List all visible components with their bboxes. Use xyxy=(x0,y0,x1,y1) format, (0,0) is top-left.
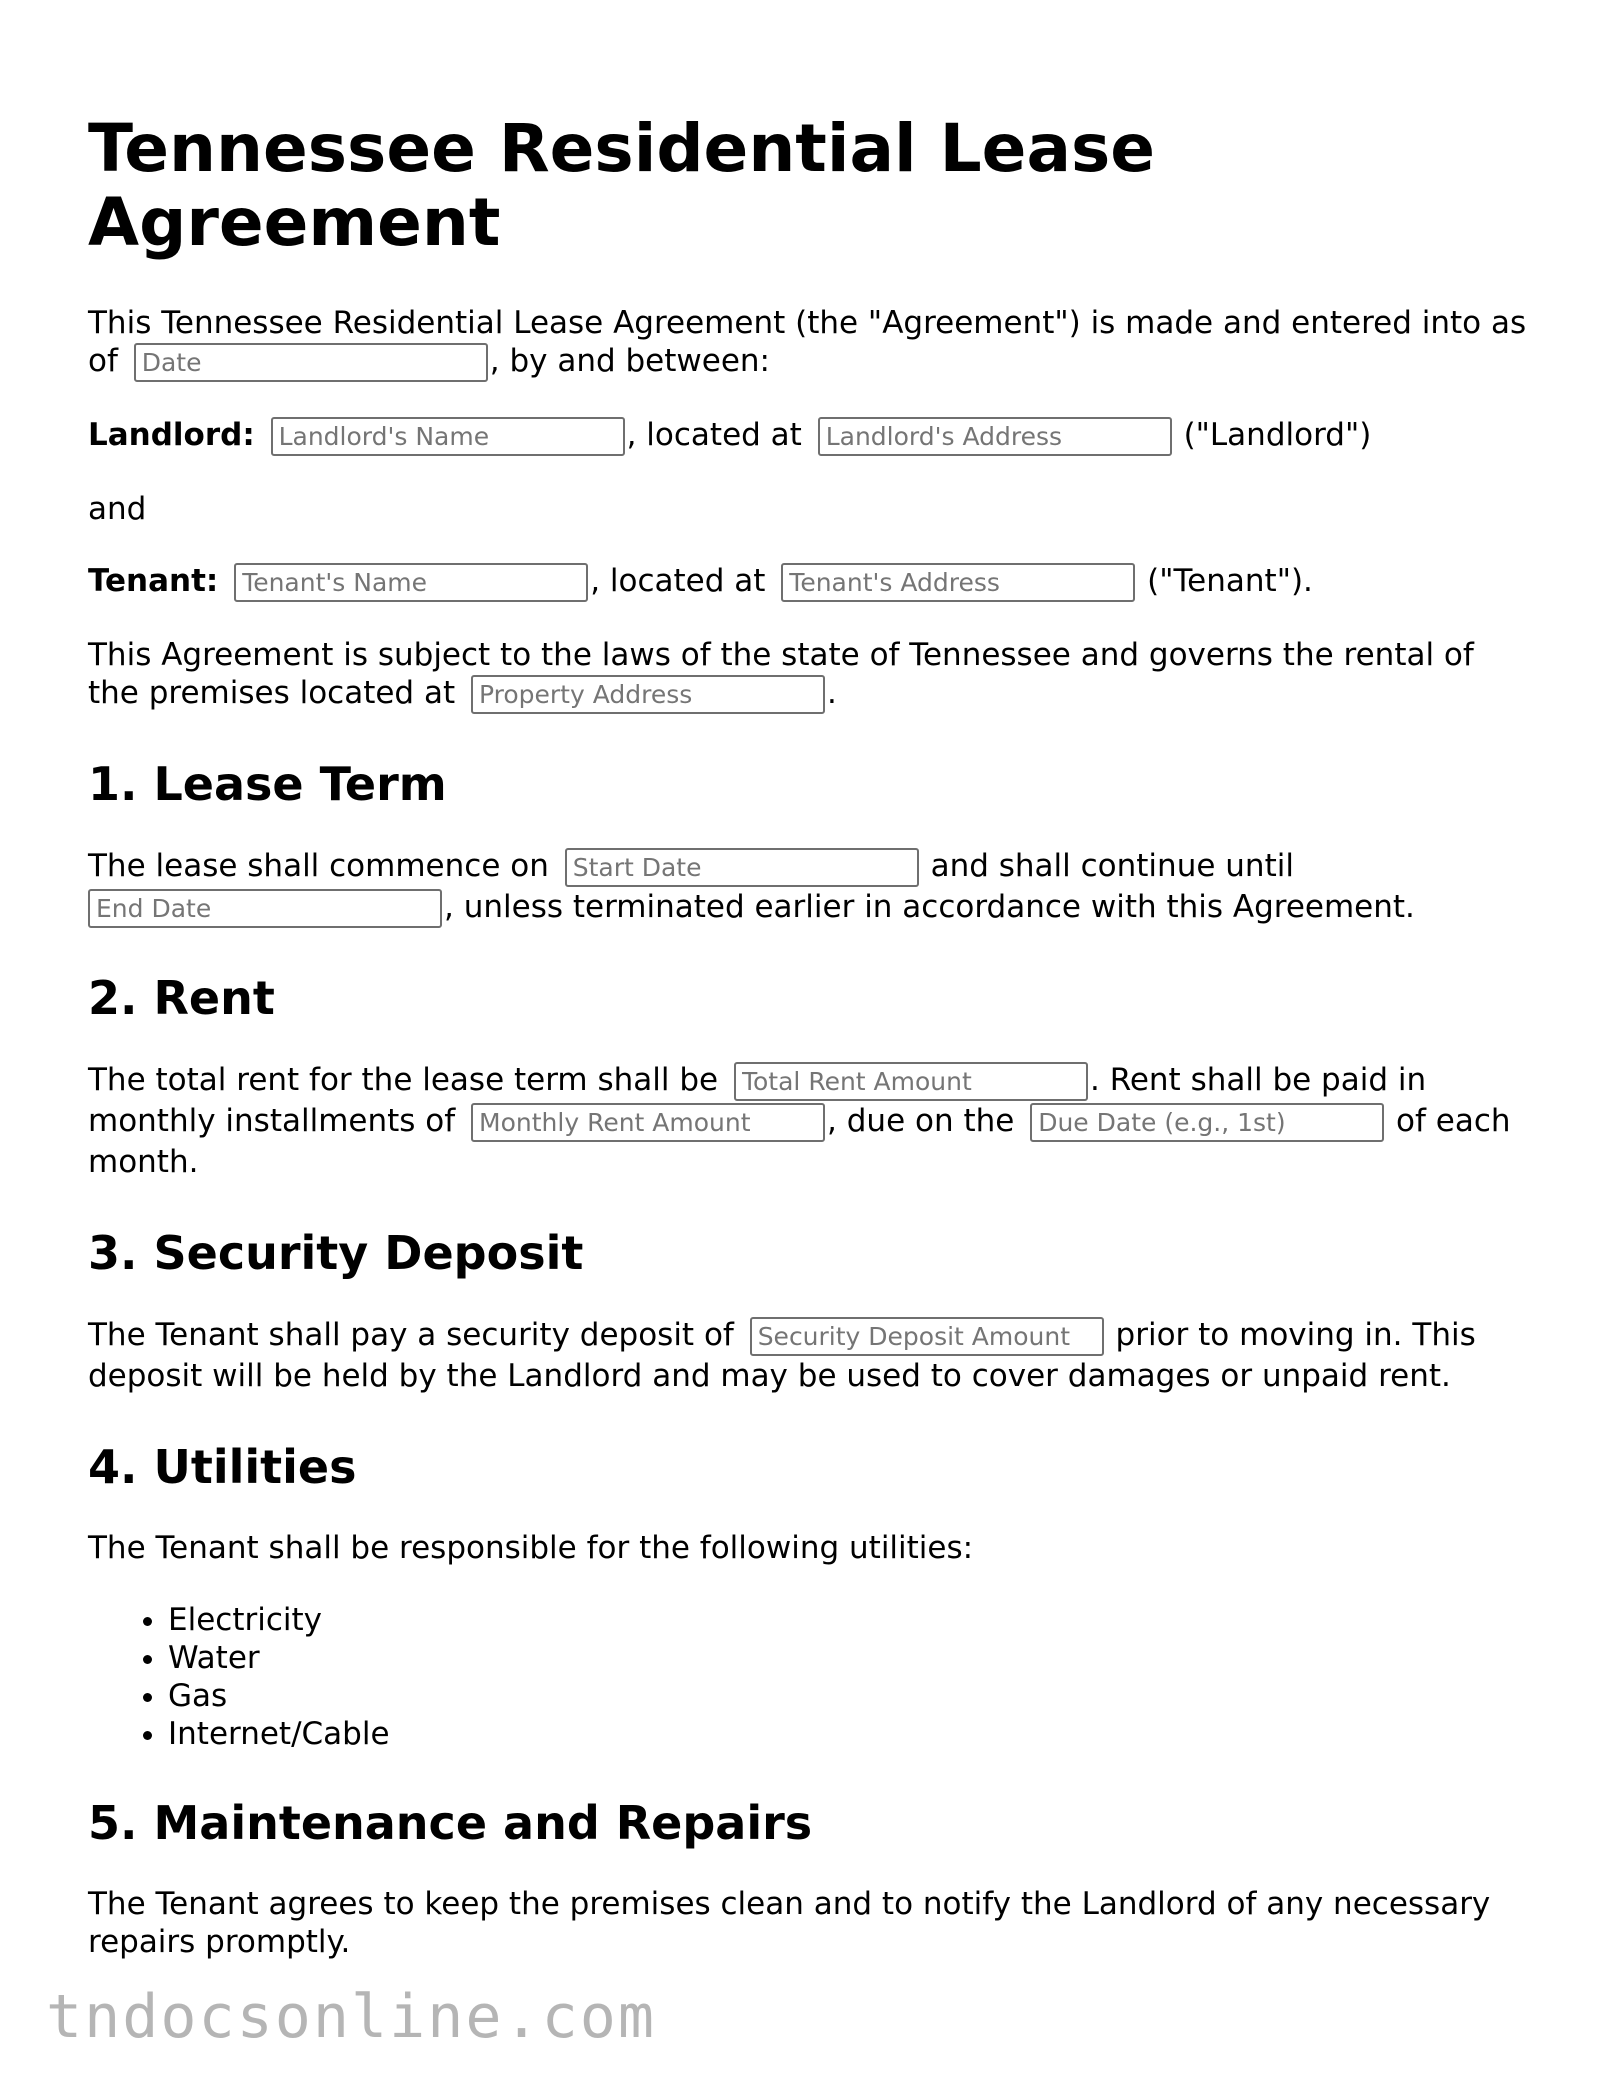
rent-text-2: . Rent shall be paid in monthly installments of xyxy=(88,1062,1427,1139)
landlord-located-at: , located at xyxy=(626,417,802,453)
intro-paragraph xyxy=(88,304,1528,382)
tenant-line xyxy=(88,562,1528,602)
security-deposit-input[interactable] xyxy=(750,1317,1104,1356)
intro-text-before: This Tennessee Residential Lease Agreement (the "Agreement") is made and entered into as of xyxy=(88,305,1527,379)
total-rent-input[interactable] xyxy=(734,1062,1088,1101)
landlord-name-input[interactable] xyxy=(271,417,625,456)
lease-document xyxy=(88,112,1528,1995)
premises-paragraph xyxy=(88,636,1528,714)
utilities-paragraph: The Tenant shall be responsible for the following utilities: xyxy=(88,1530,974,1566)
lease-term-text-2: and shall continue until xyxy=(920,848,1294,884)
start-date-input[interactable] xyxy=(565,848,919,887)
rent-text-4: of each month. xyxy=(88,1103,1511,1180)
utilities-list-item: • Water xyxy=(168,1639,1528,1677)
page-title: Tennessee Residential Lease Agreement xyxy=(88,110,1156,261)
utilities-list xyxy=(88,1601,1528,1753)
section-heading-rent: 2. Rent xyxy=(88,971,275,1025)
premises-text-after: . xyxy=(826,675,837,711)
lease-term-text-1: The lease shall commence on xyxy=(88,848,549,884)
tenant-address-input[interactable] xyxy=(781,563,1135,602)
utilities-list-item: • Internet/Cable xyxy=(168,1715,1528,1753)
premises-text-before: This Agreement is subject to the laws of the state of Tennessee and governs the rental of the premises located at xyxy=(88,637,1474,711)
intro-text-after: , by and between: xyxy=(489,343,770,379)
agreement-date-input[interactable] xyxy=(134,343,488,382)
due-date-input[interactable] xyxy=(1030,1103,1384,1142)
section-heading-utilities: 4. Utilities xyxy=(88,1440,357,1494)
landlord-label: Landlord: xyxy=(88,417,255,453)
property-address-input[interactable] xyxy=(471,675,825,714)
maintenance-paragraph: The Tenant agrees to keep the premises clean and to notify the Landlord of any necessary repairs promptly. xyxy=(88,1886,1491,1960)
utilities-list-item: • Gas xyxy=(168,1677,1528,1715)
deposit-paragraph xyxy=(88,1315,1528,1397)
tenant-name-input[interactable] xyxy=(234,563,588,602)
section-heading-security-deposit: 3. Security Deposit xyxy=(88,1226,584,1280)
tenant-label: Tenant: xyxy=(88,563,219,599)
landlord-line xyxy=(88,416,1528,456)
and-text: and xyxy=(88,491,147,527)
landlord-suffix: ("Landlord") xyxy=(1183,417,1372,453)
monthly-rent-input[interactable] xyxy=(471,1103,825,1142)
deposit-text-2: prior to moving in. This deposit will be held by the Landlord and may be used to cover damages or unpaid rent. xyxy=(88,1317,1476,1394)
rent-text-1: The total rent for the lease term shall be xyxy=(88,1062,719,1098)
section-heading-lease-term: 1. Lease Term xyxy=(88,757,447,811)
lease-term-text-3: , unless terminated earlier in accordance with this Agreement. xyxy=(444,889,1415,925)
landlord-address-input[interactable] xyxy=(818,417,1172,456)
section-heading-maintenance: 5. Maintenance and Repairs xyxy=(88,1796,813,1850)
site-watermark: tndocsonline.com xyxy=(46,1982,656,2052)
rent-paragraph xyxy=(88,1060,1528,1183)
lease-term-paragraph xyxy=(88,846,1528,928)
rent-text-3: , due on the xyxy=(827,1103,1015,1139)
end-date-input[interactable] xyxy=(88,889,442,928)
tenant-located-at: , located at xyxy=(590,563,766,599)
utilities-list-item: • Electricity xyxy=(168,1601,1528,1639)
tenant-suffix: ("Tenant"). xyxy=(1147,563,1313,599)
deposit-text-1: The Tenant shall pay a security deposit of xyxy=(88,1317,734,1353)
